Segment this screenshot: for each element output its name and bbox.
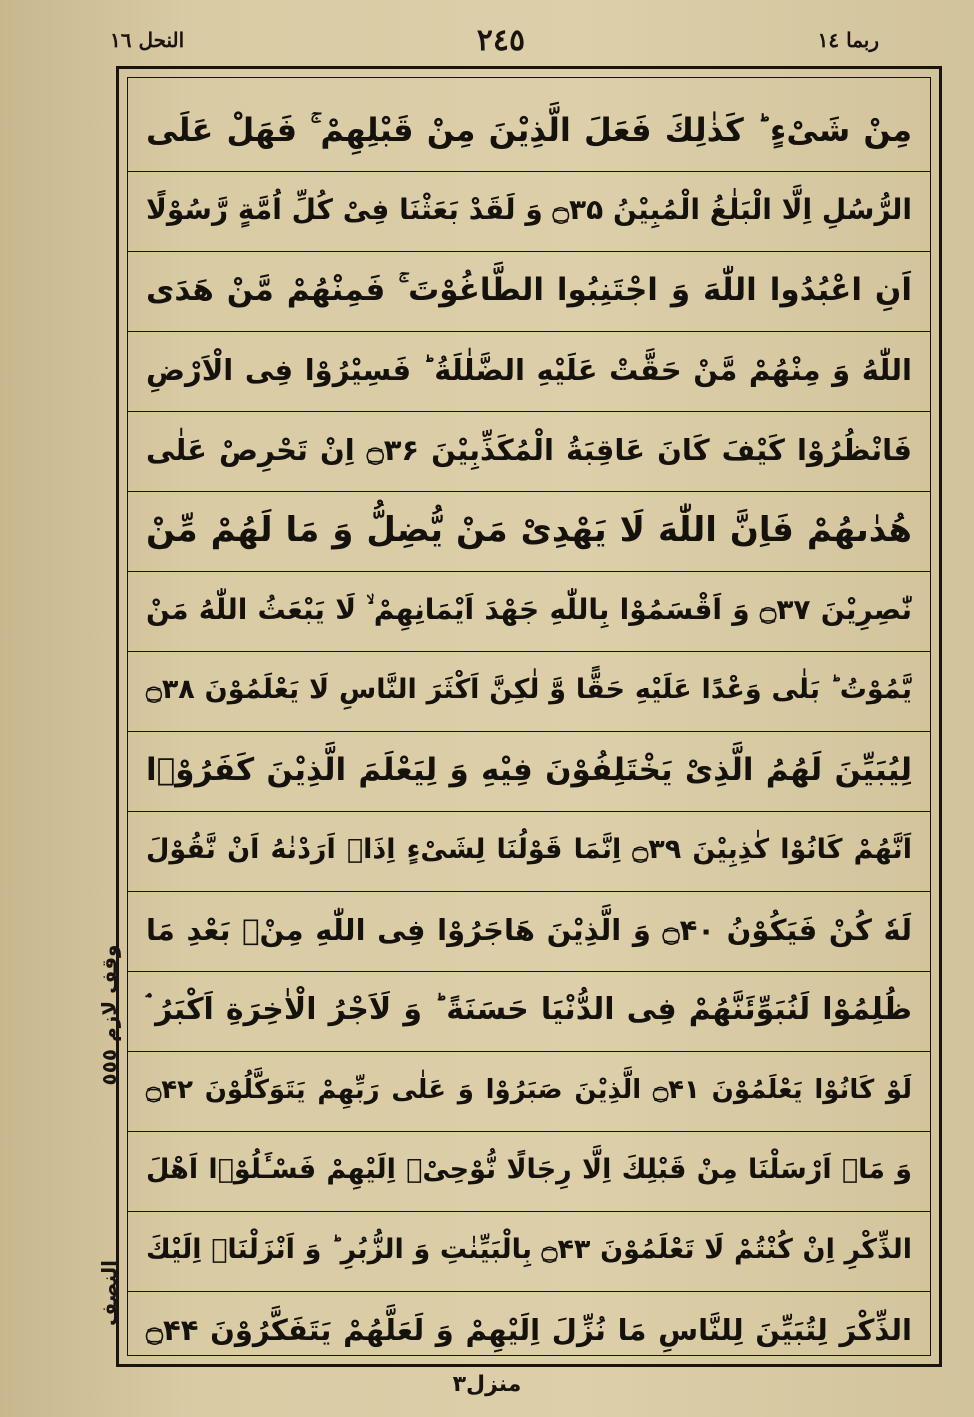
verse-line-8: یَّمُوْتُ ؕ بَلٰی وَعْدًا عَلَیْهِ حَقًّا وَّ لٰكِنَّ اَكْثَرَ النَّاسِ لَا یَعْلَمُوْنَ ۝۳۸ (128, 652, 930, 732)
verse-line-6: هُدٰىهُمْ فَاِنَّ اللّٰهَ لَا یَهْدِیْ مَنْ یُّضِلُّ وَ مَا لَهُمْ مِّنْ (128, 492, 930, 572)
margin-waqf-text: وقف لازم ٥٥٥ (97, 944, 121, 1086)
verse-line-3: اَنِ اعْبُدُوا اللّٰهَ وَ اجْتَنِبُوا الطَّاغُوْتَ ۚ فَمِنْهُمْ مَّنْ هَدَی (128, 252, 930, 332)
verse-line-11: لَهٗ كُنْ فَیَكُوْنُ ۝۴۰ وَ الَّذِیْنَ هَاجَرُوْا فِی اللّٰهِ مِنْۢ بَعْدِ مَا (128, 892, 930, 972)
margin-bottom-text: النصف (97, 1259, 121, 1327)
text-frame (116, 66, 942, 1367)
page-footer (0, 1372, 974, 1397)
verse-line-16: الذِّكْرَ لِتُبَیِّنَ لِلنَّاسِ مَا نُزِّلَ اِلَیْهِمْ وَ لَعَلَّهُمْ یَتَفَكَّرُوْنَ ۝۴۴ (146, 1313, 912, 1347)
manzil-label: منزل٣ (452, 1372, 522, 1397)
verse-line-1: مِنْ شَیْءٍ ؕ كَذٰلِكَ فَعَلَ الَّذِیْنَ مِنْ قَبْلِهِمْ ۚ فَهَلْ عَلَی (128, 92, 930, 172)
verse-line-9: لِیُبَیِّنَ لَهُمُ الَّذِیْ یَخْتَلِفُوْنَ فِیْهِ وَ لِیَعْلَمَ الَّذِیْنَ كَفَرُوْۤا (128, 732, 930, 812)
juz-label: ربما ١٤ (817, 28, 879, 52)
margin-bottom-note (94, 1258, 124, 1328)
verse-line-2: الرُّسُلِ اِلَّا الْبَلٰغُ الْمُبِیْنُ ۝۳۵ وَ لَقَدْ بَعَثْنَا فِیْ كُلِّ اُمَّةٍ رَّسُوْلًا (128, 172, 930, 252)
verse-line-4: اللّٰهُ وَ مِنْهُمْ مَّنْ حَقَّتْ عَلَیْهِ الضَّلٰلَةُ ؕ فَسِیْرُوْا فِی الْاَرْضِ (128, 332, 930, 412)
verse-line-14: وَ مَاۤ اَرْسَلْنَا مِنْ قَبْلِكَ اِلَّا رِجَالًا نُّوْحِیْۤ اِلَیْهِمْ فَسْـَٔلُوْۤا اَهْلَ (128, 1132, 930, 1212)
margin-waqf-note (94, 885, 124, 1145)
verse-line-5: فَانْظُرُوْا كَیْفَ كَانَ عَاقِبَةُ الْمُكَذِّبِیْنَ ۝۳۶ اِنْ تَحْرِصْ عَلٰی (128, 412, 930, 492)
verse-line-10: اَنَّهُمْ كَانُوْا كٰذِبِیْنَ ۝۳۹ اِنَّمَا قَوْلُنَا لِشَیْءٍ اِذَاۤ اَرَدْنٰهُ اَنْ نَّقُوْلَ (128, 812, 930, 892)
verse-lines (128, 92, 930, 1372)
page-number: ٢٤٥ (476, 22, 526, 58)
page-header (110, 18, 879, 62)
text-frame-inner (127, 77, 931, 1356)
verse-line-13: لَوْ كَانُوْا یَعْلَمُوْنَ ۝۴۱ الَّذِیْنَ صَبَرُوْا وَ عَلٰی رَبِّهِمْ یَتَوَكَّلُوْنَ ۝۴۲ (128, 1052, 930, 1132)
verse-line-7: نّٰصِرِیْنَ ۝۳۷ وَ اَقْسَمُوْا بِاللّٰهِ جَهْدَ اَیْمَانِهِمْ ۙ لَا یَبْعَثُ اللّٰهُ مَنْ (128, 572, 930, 652)
verse-line-12: ظُلِمُوْا لَنُبَوِّئَنَّهُمْ فِی الدُّنْیَا حَسَنَةً ؕ وَ لَاَجْرُ الْاٰخِرَةِ اَكْبَرُ ۘ (128, 972, 930, 1052)
verse-line-15: الذِّكْرِ اِنْ كُنْتُمْ لَا تَعْلَمُوْنَ ۝۴۳ بِالْبَیِّنٰتِ وَ الزُّبُرِ ؕ وَ اَنْزَلْنَاۤ اِلَیْكَ (128, 1212, 930, 1292)
surah-label: النحل ١٦ (110, 28, 185, 52)
